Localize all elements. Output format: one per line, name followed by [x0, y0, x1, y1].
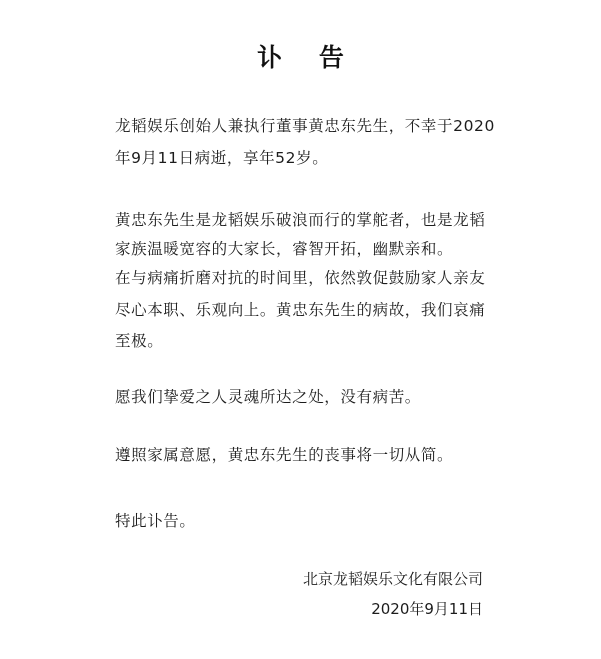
paragraph-1-line-2: 年9月11日病逝，享年52岁。: [115, 149, 329, 167]
paragraph-4: 遵照家属意愿，黄忠东先生的丧事将一切从简。: [115, 446, 454, 464]
signature-date: 2020年9月11日: [371, 600, 483, 618]
paragraph-2-line-5: 至极。: [115, 332, 164, 350]
paragraph-2-line-2: 家族温暖宽容的大家长，睿智开拓，幽默亲和。: [115, 240, 454, 258]
paragraph-1-line-1: 龙韬娱乐创始人兼执行董事黄忠东先生，不幸于2020: [115, 117, 495, 135]
paragraph-2-line-3: 在与病痛折磨对抗的时间里，依然敦促鼓励家人亲友: [115, 269, 486, 287]
notice-title: 讣 告: [257, 43, 358, 72]
signature-organization: 北京龙韬娱乐文化有限公司: [302, 570, 483, 588]
paragraph-2-line-1: 黄忠东先生是龙韬娱乐破浪而行的掌舵者，也是龙韬: [115, 211, 486, 229]
paragraph-3: 愿我们挚爱之人灵魂所达之处，没有病苦。: [115, 388, 421, 406]
paragraph-2-line-4: 尽心本职、乐观向上。黄忠东先生的病故，我们哀痛: [115, 301, 486, 319]
paragraph-5: 特此讣告。: [115, 512, 196, 530]
